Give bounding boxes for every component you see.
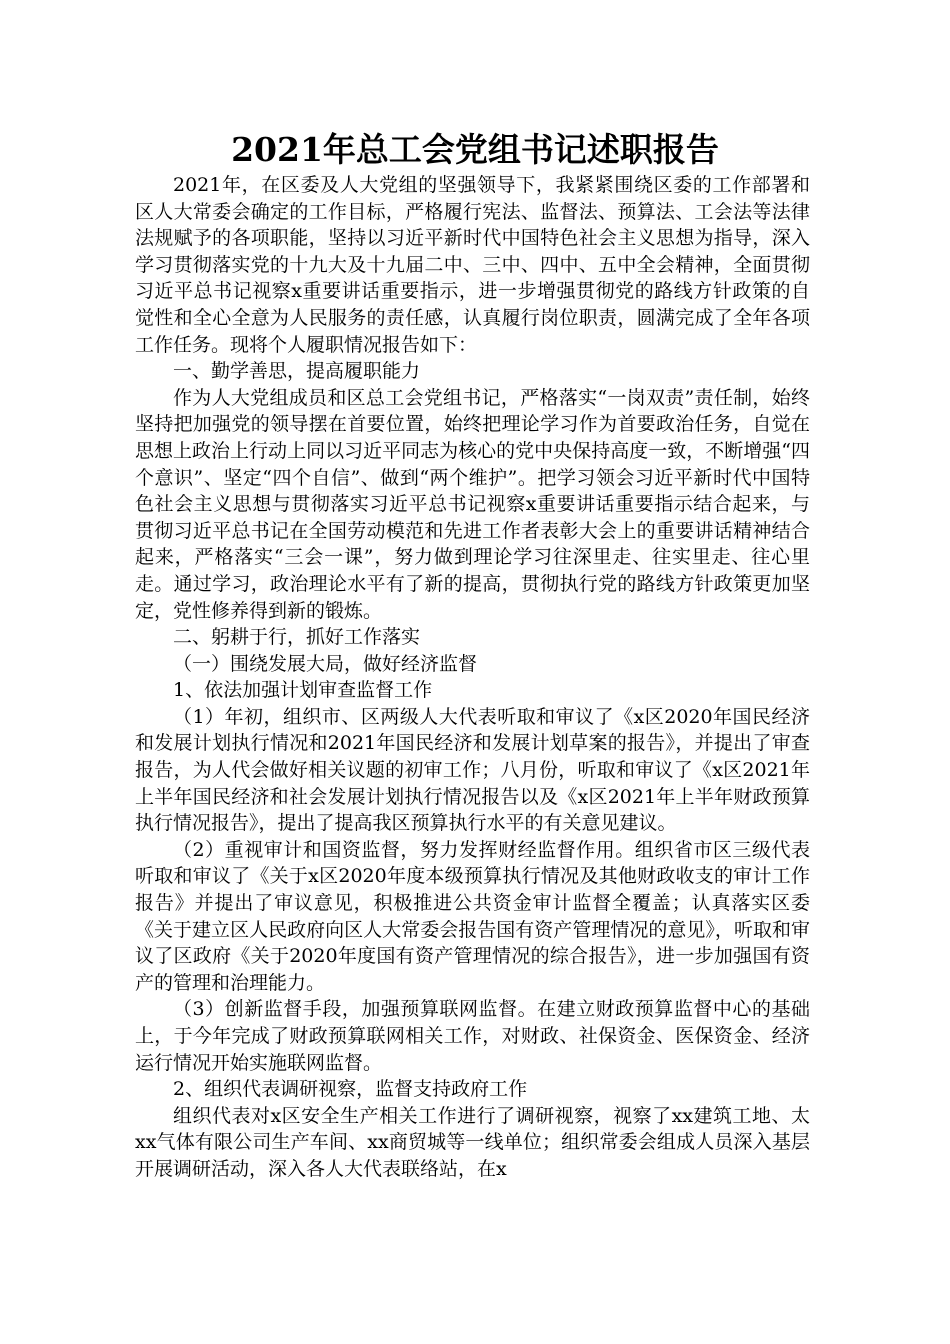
- section-heading-2: 二、躬耕于行，抓好工作落实: [173, 626, 421, 649]
- paragraph-plan-review: （1）年初，组织市、区两级人大代表听取和审议了《x区2020年国民经济和发展计划执行情况和2021年国民经济和发展计划草案的报告》，并提出了审查报告，为人代会做好相关议题的初审工作；八月份，听取和审议了《x区2021年上半年国民经济和社会发展计划执行情况报告以及《x区2021年上半年财政预算执行情况报告》，提出了提高我区预算执行水平的有关意见建议。: [135, 705, 810, 835]
- paragraph-study: 作为人大党组成员和区总工会党组书记，严格落实“一岗双责”责任制，始终坚持把加强党的领导摆在首要位置，始终把理论学习作为首要政治任务，自觉在思想上政治上行动上同以习近平同志为核心的党中央保持高度一致，不断增强“四个意识”、坚定“四个自信”、做到“两个维护”。把学习领会习近平新时代中国特色社会主义思想与贯彻落实习近平总书记视察x重要讲话重要指示结合起来，与贯彻习近平总书记在全国劳动模范和先进工作者表彰大会上的重要讲话精神结合起来，严格落实“三会一课”，努力做到理论学习往深里走、往实里走、往心里走。通过学习，政治理论水平有了新的提高，贯彻执行党的路线方针政策更加坚定，党性修养得到新的锻炼。: [135, 386, 810, 622]
- section-heading-1: 一、勤学善思，提高履职能力: [173, 360, 421, 383]
- item-heading-2: 2、组织代表调研视察，监督支持政府工作: [173, 1078, 528, 1101]
- paragraph-network-supervision: （3）创新监督手段，加强预算联网监督。在建立财政预算监督中心的基础上，于今年完成了财政预算联网相关工作，对财政、社保资金、医保资金、经济运行情况开始实施联网监督。: [135, 998, 810, 1074]
- paragraph-inspection: 组织代表对x区安全生产相关工作进行了调研视察，视察了xx建筑工地、太xx气体有限公司生产车间、xx商贸城等一线单位；组织常委会组成人员深入基层开展调研活动，深入各人大代表联络站，在x: [135, 1104, 810, 1180]
- paragraph-intro: 2021年，在区委及人大党组的坚强领导下，我紧紧围绕区委的工作部署和区人大常委会确定的工作目标，严格履行宪法、监督法、预算法、工会法等法律法规赋予的各项职能，坚持以习近平新时代中国特色社会主义思想为指导，深入学习贯彻落实党的十九大及十九届二中、三中、四中、五中全会精神，全面贯彻习近平总书记视察x重要讲话重要指示，进一步增强贯彻党的路线方针政策的自觉性和全心全意为人民服务的责任感，认真履行岗位职责，圆满完成了全年各项工作任务。现将个人履职情况报告如下：: [135, 174, 810, 356]
- paragraph-audit: （2）重视审计和国资监督，努力发挥财经监督作用。组织省市区三级代表听取和审议了《关于x区2020年度本级预算执行情况及其他财政收支的审计工作报告》并提出了审议意见，积极推进公共资金审计监督全覆盖；认真落实区委《关于建立区人民政府向区人大常委会报告国有资产管理情况的意见》，听取和审议了区政府《关于2020年度国有资产管理情况的综合报告》，进一步加强国有资产的管理和治理能力。: [135, 838, 810, 994]
- item-heading-1: 1、依法加强计划审查监督工作: [173, 679, 433, 702]
- subsection-heading-1: （一）围绕发展大局，做好经济监督: [173, 652, 478, 675]
- document-title: 2021年总工会党组书记述职报告: [231, 130, 719, 169]
- document-body: [135, 172, 810, 1183]
